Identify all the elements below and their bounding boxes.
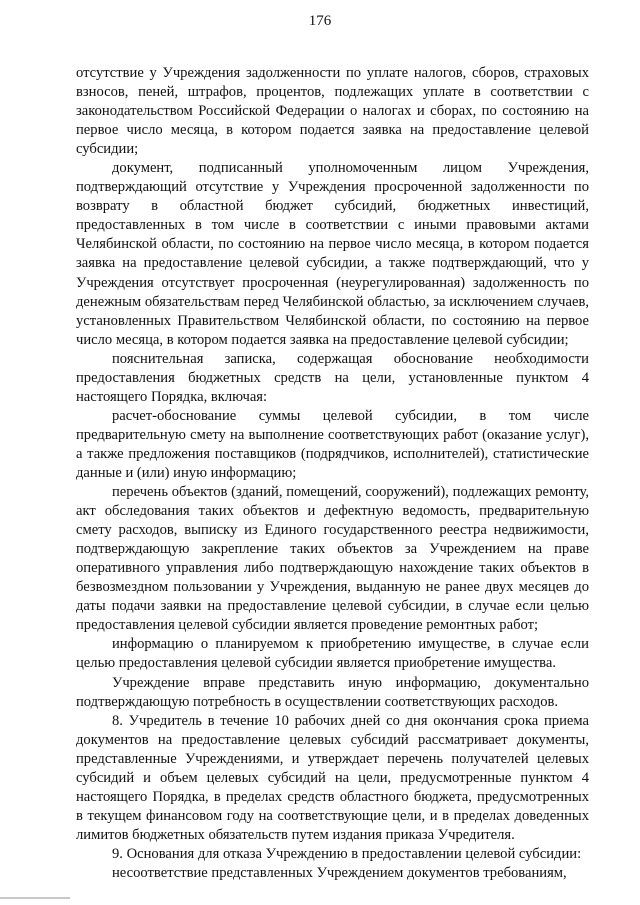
- document-body: [76, 64, 589, 883]
- paragraph-overdue-debt-document: документ, подписанный уполномоченным лицом Учреждения, подтверждающий отсутствие у Учреждения просроченной задолженности по возврату в областной бюджет субсидий, бюджетных инвестиций, предоставленных в том числе в соответствии с иными правовыми актами Челябинской области, по состоянию на первое число месяца, в котором подается заявка на предоставление целевой субсидии, а также подтверждающий, что у Учреждения отсутствует просроченная (неурегулированная) задолженность по денежным обязательствам перед Челябинской областью, за исключением случаев, установленных Правительством Челябинской области, по состоянию на первое число месяца, в котором подается заявка на предоставление целевой субсидии;: [76, 160, 589, 348]
- paragraph-cost-calculation: расчет-обоснование суммы целевой субсидии, в том числе предварительную смету на выполнение соответствующих работ (оказание услуг), а также предложения поставщиков (подрядчиков, исполнителей), статистические данные и (или) иную информацию;: [76, 407, 589, 481]
- paragraph-additional-information: Учреждение вправе представить иную информацию, документально подтверждающую потребность в осуществлении соответствующих расходов.: [76, 674, 589, 710]
- paragraph-property-acquisition: информацию о планируемом к приобретению имуществе, в случае если целью предоставления целевой субсидии является приобретение имущества.: [76, 636, 589, 672]
- paragraph-explanatory-note: пояснительная записка, содержащая обоснование необходимости предоставления бюджетных средств на цели, установленные пунктом 4 настоящего Порядка, включая:: [76, 350, 589, 405]
- paragraph-section-8: 8. Учредитель в течение 10 рабочих дней со дня окончания срока приема документов на предоставление целевых субсидий рассматривает документы, представленные Учреждениями, и утверждает перечень получателей целевых субсидий и объем целевых субсидий на цели, предусмотренные пунктом 4 настоящего Порядка, в пределах средств областного бюджета, предусмотренных в текущем финансовом году на соответствующие цели, и в пределах доведенных лимитов бюджетных обязательств путем издания приказа Учредителя.: [76, 712, 589, 843]
- scan-edge-mark: [0, 897, 70, 899]
- paragraph-refusal-ground: несоответствие представленных Учреждением документов требованиям,: [112, 864, 567, 881]
- page-number: 176: [308, 13, 332, 29]
- paragraph-repair-objects-list: перечень объектов (зданий, помещений, сооружений), подлежащих ремонту, акт обследования таких объектов и дефектную ведомость, предварительную смету расходов, выписку из Единого государственного реестра недвижимости, подтверждающую закрепление таких объектов за Учреждением на праве оперативного управления либо подтверждающую нахождение таких объектов в безвозмездном пользовании у Учреждения, выданную не ранее двух месяцев до даты подачи заявки на предоставление целевой субсидии, в случае если целью предоставления целевой субсидии является проведение ремонтных работ;: [76, 484, 589, 634]
- paragraph-section-9: 9. Основания для отказа Учреждению в предоставлении целевой субсидии:: [112, 845, 582, 862]
- paragraph-tax-debt-absence: отсутствие у Учреждения задолженности по уплате налогов, сборов, страховых взносов, пеней, штрафов, процентов, подлежащих уплате в соответствии с законодательством Российской Федерации о налогах и сборах, по состоянию на первое число месяца, в котором подается заявка на предоставление целевой субсидии;: [76, 65, 589, 158]
